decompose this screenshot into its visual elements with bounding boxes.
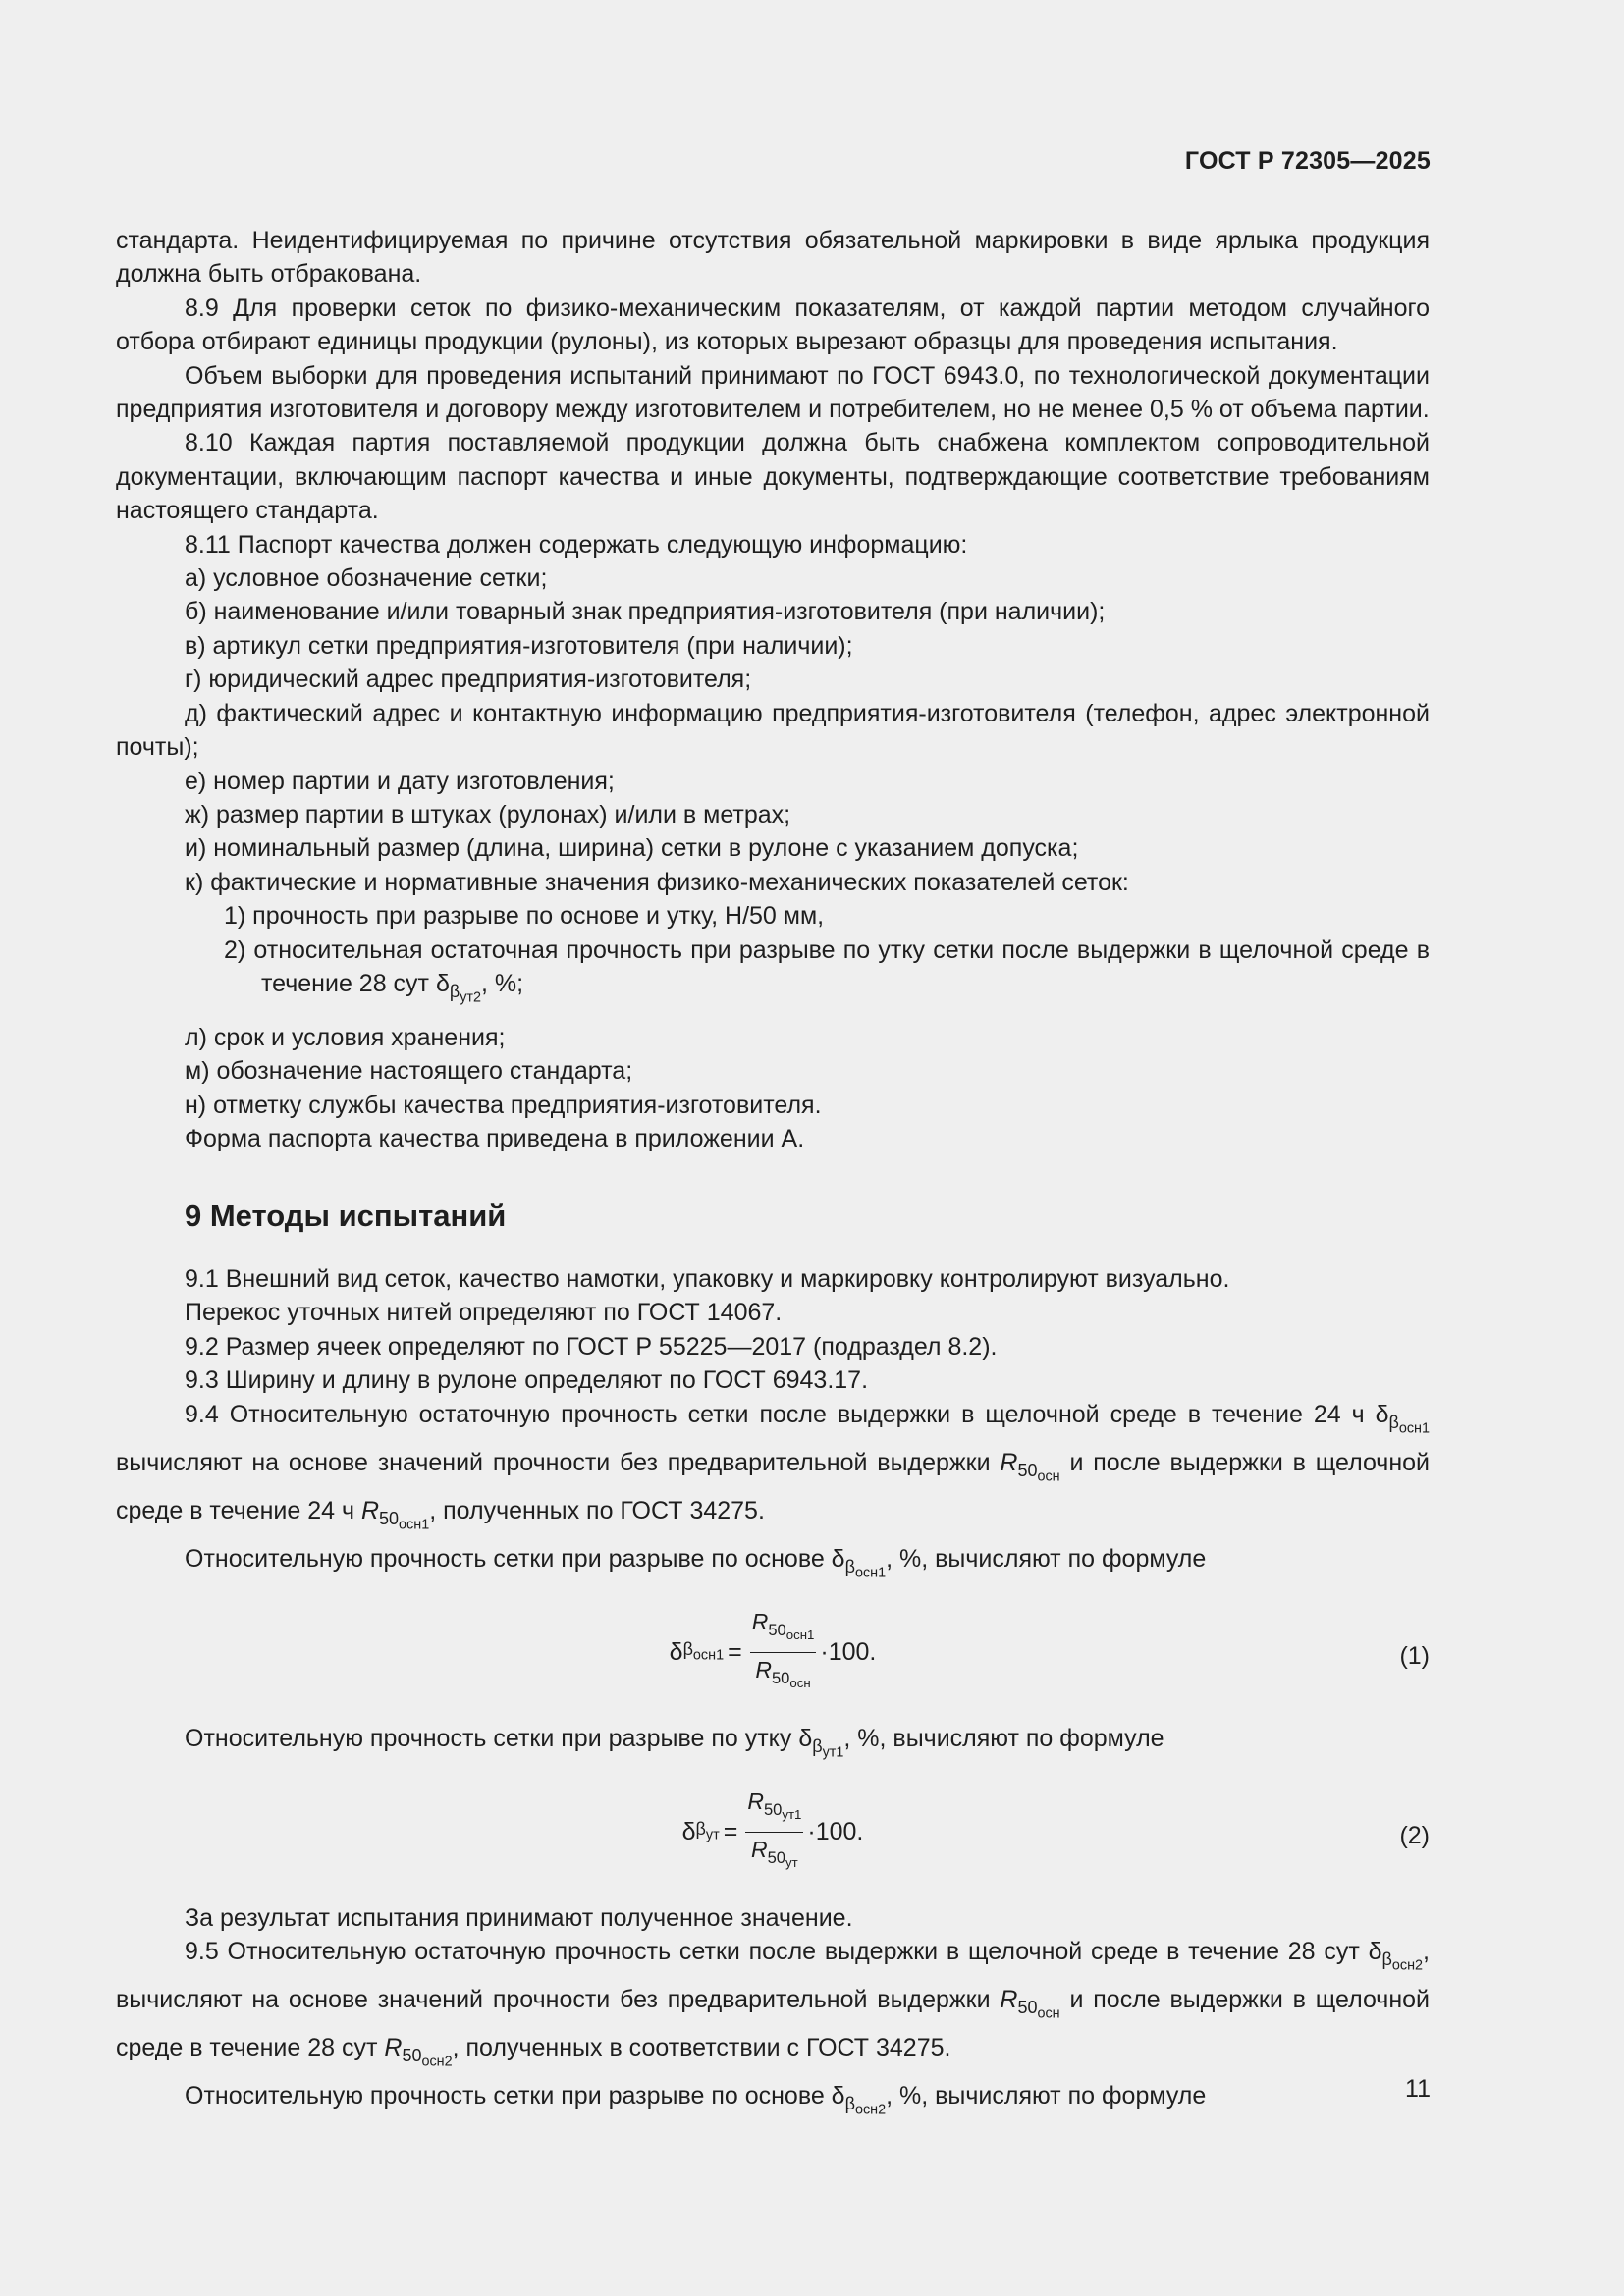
paragraph-form-note: Форма паспорта качества приведена в приложении А. [185,1125,805,1153]
formula-2-fraction: $\frac{R_{50_{ут1}}}{R_{50_{ут}}}$ [747,1789,802,1870]
list-item-a: а) условное обозначение сетки; [185,564,548,593]
paragraph-formula-intro-2: Относительную прочность сетки при разрыве по утку $\delta_{\beta_{ут1}}$, %, вычисляют по формуле [185,1724,1164,1761]
list-subitem-2: 2) относительная остаточная прочность при разрыве по утку сетки после выдержки в щелочной среде в течение 28 сут $\delta_{\beta_{ут2}}$, %; [224,935,1430,1006]
formula-1-fraction: $\frac{R_{50_{осн1}}}{R_{50_{осн}}}$ [751,1609,815,1690]
paragraph: стандарта. Неидентифицируемая по причине отсутствия обязательной маркировки в виде ярлыка продукция должна быть отбракована. [116,227,1430,289]
paragraph-sample-size: Объем выборки для проведения испытаний принимают по ГОСТ 6943.0, по технологической документации предприятия изготовителя и договору между изготовителем и потребителем, но не менее 0,5 % от объема партии. [116,361,1430,424]
list-item-g: г) юридический адрес предприятия-изготовителя; [185,666,752,694]
paragraph-9-1: 9.1 Внешний вид сеток, качество намотки, упаковку и маркировку контролируют визуально. [185,1264,1230,1293]
paragraph-formula-intro-3: Относительную прочность сетки при разрыве по основе $\delta_{\beta_{осн2}}$, %, вычисляют по формуле [185,2082,1207,2118]
formula-2: δ $\beta_{ут}$ = $\frac{R_{50_{ут1}}}{R_{50_{ут}}}$ ·100. (2) [116,1786,1430,1880]
paragraph-9-3: 9.3 Ширину и длину в рулоне определяют по ГОСТ 6943.17. [185,1366,869,1395]
list-item-e: е) номер партии и дату изготовления; [185,767,615,795]
list-item-zh: ж) размер партии в штуках (рулонах) и/или в метрах; [185,800,791,828]
formula-number: (2) [1399,1821,1430,1849]
list-item-i: и) номинальный размер (длина, ширина) сетки в рулоне с указанием допуска; [185,834,1079,863]
paragraph-9-2: 9.2 Размер ячеек определяют по ГОСТ Р 55225—2017 (подраздел 8.2). [185,1332,998,1361]
paragraph-8-10: 8.10 Каждая партия поставляемой продукции должна быть снабжена комплектом сопроводительной документации, включающим паспорт качества и иные документы, подтверждающие соответствие требованиям настоящего стандарта. [116,429,1430,525]
list-item-v: в) артикул сетки предприятия-изготовителя (при наличии); [185,631,853,660]
document-id: ГОСТ Р 72305—2025 [1184,147,1431,175]
paragraph-9-5: 9.5 Относительную остаточную прочность сетки после выдержки в щелочной среде в течение 28 сут $\delta_{\beta_{осн2}}$, вычисляют на основе значений прочности без предварительной выдержки $R_{50_{осн}}$ и после выдержки в щелочной среде в течение 28 сут $R_{50_{осн2}}$, полученных в соответствии с ГОСТ 34275. [116,1938,1430,2070]
list-item-m: м) обозначение настоящего стандарта; [185,1057,633,1086]
paragraph-8-9: 8.9 Для проверки сеток по физико-механическим показателям, от каждой партии методом случайного отбора отбирают единицы продукции (рулоны), из которых вырезают образцы для проведения испытания. [116,294,1430,356]
paragraph-formula-intro-1: Относительную прочность сетки при разрыве по основе $\delta_{\beta_{осн1}}$, %, вычисляют по формуле [185,1544,1207,1581]
list-item-k: к) фактические и нормативные значения физико-механических показателей сеток: [185,868,1129,896]
paragraph-skew: Перекос уточных нитей определяют по ГОСТ 14067. [185,1299,783,1327]
list-item-b: б) наименование и/или товарный знак предприятия-изготовителя (при наличии); [185,598,1106,626]
formula-1: δ $\beta_{осн1}$ = $\frac{R_{50_{осн1}}}{R_{50_{осн}}}$ ·100. (1) [116,1606,1430,1700]
paragraph-result: За результат испытания принимают полученное значение. [185,1903,853,1932]
paragraph-8-11: 8.11 Паспорт качества должен содержать следующую информацию: [185,530,968,559]
list-item-n: н) отметку службы качества предприятия-изготовителя. [185,1091,822,1119]
list-subitem-1: 1) прочность при разрыве по основе и утку, Н/50 мм, [224,902,825,931]
list-item-l: л) срок и условия хранения; [185,1023,506,1051]
paragraph-9-4: 9.4 Относительную остаточную прочность сетки после выдержки в щелочной среде в течение 24 ч $\delta_{\beta_{осн1}}$ вычисляют на основе значений прочности без предварительной выдержки $R_{50_{осн}}$ и после выдержки в щелочной среде в течение 24 ч $R_{50_{осн1}}$, полученных по ГОСТ 34275. [116,1400,1430,1533]
page-number: 11 [1405,2075,1431,2103]
section-title: 9 Методы испытаний [185,1198,507,1233]
list-item-d: д) фактический адрес и контактную информацию предприятия-изготовителя (телефон, адрес электронной почты); [116,699,1430,762]
page-content [116,224,1430,2127]
formula-number: (1) [1399,1641,1430,1670]
